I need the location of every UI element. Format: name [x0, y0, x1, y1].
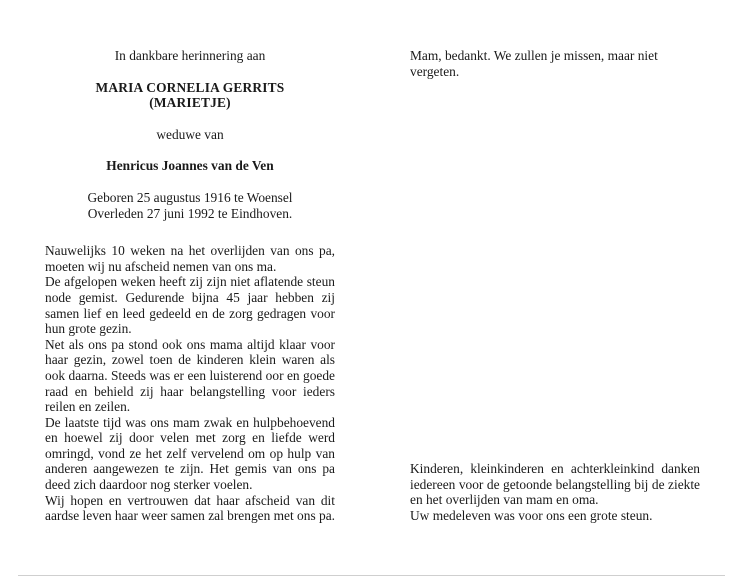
paragraph: Net als ons pa stond ook ons mama altijd klaar voor haar gezin, zowel toen de kinderen klein waren als ook daarna. Steeds was er een luisterend oor en goede raad en behield zij haar belangstelling voor ieders reilen en zeilen. — [45, 336, 335, 415]
acknowledgement-closing: Uw medeleven was voor ons een grote steun. — [410, 507, 653, 523]
paragraph: De laatste tijd was ons mam zwak en hulpbehoevend en hoewel zij door velen met zorg en liefde werd omringd, vond ze het zelf vervelend om op hulp van anderen aangewezen te zijn. Het gemis van ons pa deed zich daardoor nog sterker voelen. — [45, 414, 335, 493]
paragraph: De afgelopen weken heeft zij zijn niet aflatende steun node gemist. Gedurende bijna 45 jaar hebben zij samen lief en leed gedeeld en de zorg gedragen voor hun grote gezin. — [45, 274, 335, 337]
intro-text: In dankbare herinnering aan — [114, 48, 266, 63]
paragraph: Nauwelijks 10 weken na het overlijden van ons pa, moeten wij nu afscheid nemen van ons ma. — [45, 243, 335, 274]
acknowledgement-text: Kinderen, kleinkinderen en achterkleinkind danken iedereen voor de getoonde belangstelling bij de ziekte en het overlijden van mam en oma. — [410, 461, 700, 508]
deceased-nickname: (MARIETJE) — [149, 95, 231, 111]
thanks-text: Mam, bedankt. We zullen je missen, maar niet vergeten. — [410, 48, 658, 79]
husband-name: Henricus Joannes van de Ven — [106, 158, 274, 174]
left-column — [45, 48, 335, 524]
birth-line: Geboren 25 augustus 1916 te Woensel — [87, 189, 293, 205]
paragraph: Wij hopen en vertrouwen dat haar afscheid van dit aardse leven haar weer samen zal brengen met ons pa. — [45, 492, 335, 524]
life-dates — [45, 190, 335, 221]
right-column — [410, 48, 700, 79]
bottom-divider — [18, 575, 725, 576]
widow-of-text: weduwe van — [156, 126, 224, 142]
family-acknowledgement — [410, 461, 700, 523]
deceased-name: MARIA CORNELIA GERRITS — [95, 79, 285, 95]
death-line: Overleden 27 juni 1992 te Eindhoven. — [87, 205, 293, 221]
